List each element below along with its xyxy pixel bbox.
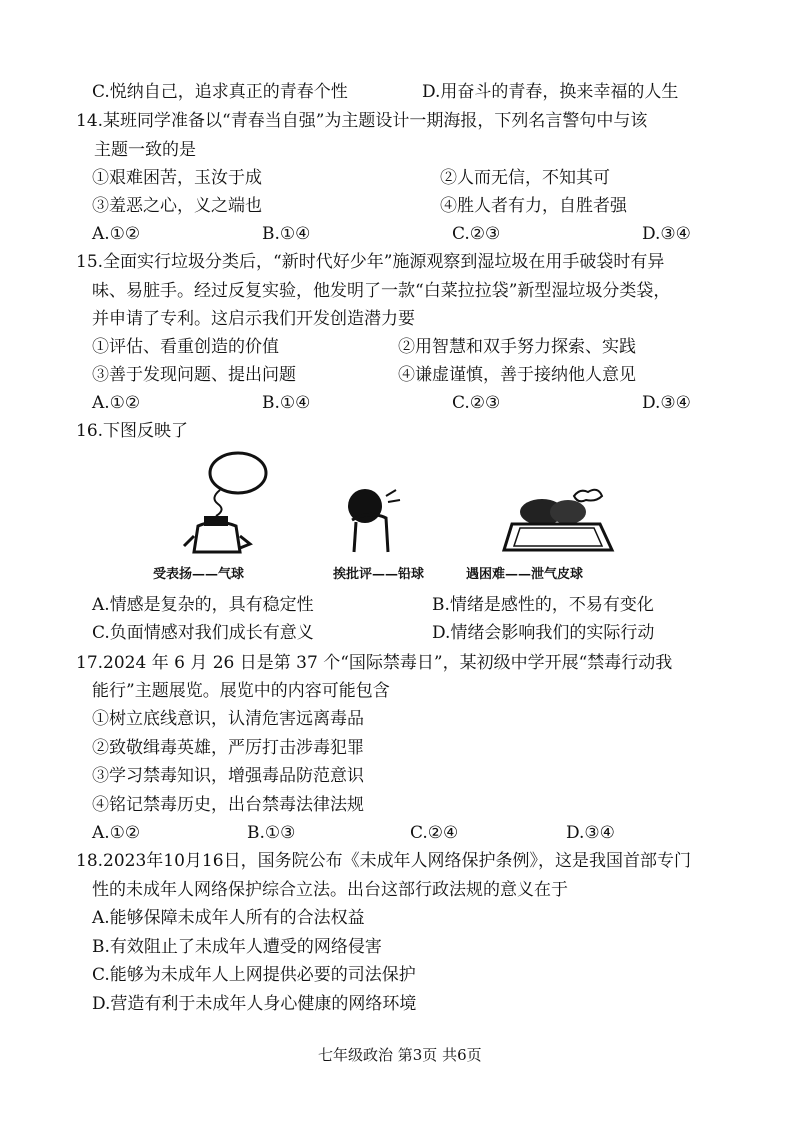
q13-option-d: D.用奋斗的青春，换来幸福的人生 bbox=[422, 82, 679, 102]
page-footer: 七年级政治 第3页 共6页 bbox=[318, 1046, 482, 1064]
q18-option-a: A.能够保障未成年人所有的合法权益 bbox=[92, 908, 365, 928]
criticised-shotput-figure bbox=[330, 480, 410, 560]
q15-option-d: D.③④ bbox=[642, 393, 691, 413]
q17-item-1: ①树立底线意识，认清危害远离毒品 bbox=[92, 709, 364, 729]
q15-option-b: B.①④ bbox=[262, 393, 311, 413]
q15-stem-line3: 并申请了专利。这启示我们开发创造潜力要 bbox=[92, 309, 415, 329]
q18-stem-line1: 18.2023年10月16日，国务院公布《未成年人网络保护条例》，这是我国首部专门 bbox=[76, 851, 692, 871]
difficulty-deflated-ball-figure bbox=[490, 478, 630, 560]
q16-stem: 16.下图反映了 bbox=[76, 421, 189, 441]
q13-option-c: C.悦纳自己，追求真正的青春个性 bbox=[92, 82, 348, 102]
q17-option-b: B.①③ bbox=[247, 823, 296, 843]
q17-item-2: ②致敬缉毒英雄，严厉打击涉毒犯罪 bbox=[92, 738, 364, 758]
q17-stem-line1: 17.2024 年 6 月 26 日是第 37 个“国际禁毒日”，某初级中学开展“禁毒行动我 bbox=[76, 653, 673, 673]
q14-option-d: D.③④ bbox=[642, 224, 691, 244]
q14-option-b: B.①④ bbox=[262, 224, 311, 244]
q14-stem-line1: 14.某班同学准备以“青春当自强”为主题设计一期海报，下列名言警句中与该 bbox=[76, 111, 648, 131]
q15-item-4: ④谦虚谨慎，善于接纳他人意见 bbox=[398, 365, 636, 385]
q17-option-c: C.②④ bbox=[410, 823, 459, 843]
q14-item-2: ②人而无信，不知其可 bbox=[440, 168, 610, 188]
q14-option-c: C.②③ bbox=[452, 224, 501, 244]
q14-item-1: ①艰难困苦，玉汝于成 bbox=[92, 168, 262, 188]
q15-item-3: ③善于发现问题、提出问题 bbox=[92, 365, 296, 385]
praised-balloon-figure bbox=[180, 448, 280, 558]
q17-stem-line2: 能行”主题展览。展览中的内容可能包含 bbox=[92, 681, 390, 701]
q14-stem-line2: 主题一致的是 bbox=[94, 140, 196, 160]
q18-option-d: D.营造有利于未成年人身心健康的网络环境 bbox=[92, 994, 417, 1014]
q15-item-1: ①评估、看重创造的价值 bbox=[92, 337, 279, 357]
q15-option-c: C.②③ bbox=[452, 393, 501, 413]
q16-option-c: C.负面情感对我们成长有意义 bbox=[92, 623, 314, 643]
q14-item-3: ③羞恶之心，义之端也 bbox=[92, 196, 262, 216]
q18-option-c: C.能够为未成年人上网提供必要的司法保护 bbox=[92, 965, 416, 985]
q16-option-b: B.情绪是感性的，不易有变化 bbox=[432, 595, 654, 615]
q15-stem-line2: 味、易脏手。经过反复实验，他发明了一款“白菜拉拉袋”新型湿垃圾分类袋， bbox=[92, 281, 671, 301]
q14-item-4: ④胜人者有力，自胜者强 bbox=[440, 196, 627, 216]
q16-option-a: A.情感是复杂的，具有稳定性 bbox=[92, 595, 314, 615]
caption-criticised: 挨批评——铅球 bbox=[333, 567, 425, 582]
caption-praised: 受表扬——气球 bbox=[153, 567, 245, 582]
q15-item-2: ②用智慧和双手努力探索、实践 bbox=[398, 337, 636, 357]
caption-difficulty: 遇困难——泄气皮球 bbox=[466, 567, 584, 582]
q14-option-a: A.①② bbox=[92, 224, 141, 244]
q17-option-a: A.①② bbox=[92, 823, 141, 843]
q17-item-4: ④铭记禁毒历史，出台禁毒法律法规 bbox=[92, 795, 364, 815]
q18-option-b: B.有效阻止了未成年人遭受的网络侵害 bbox=[92, 937, 382, 957]
q17-option-d: D.③④ bbox=[566, 823, 615, 843]
q16-option-d: D.情绪会影响我们的实际行动 bbox=[432, 623, 655, 643]
q18-stem-line2: 性的未成年人网络保护综合立法。出台这部行政法规的意义在于 bbox=[92, 880, 568, 900]
q15-option-a: A.①② bbox=[92, 393, 141, 413]
q17-item-3: ③学习禁毒知识，增强毒品防范意识 bbox=[92, 766, 364, 786]
q15-stem-line1: 15.全面实行垃圾分类后，“新时代好少年”施源观察到湿垃圾在用手破袋时有异 bbox=[76, 252, 665, 272]
